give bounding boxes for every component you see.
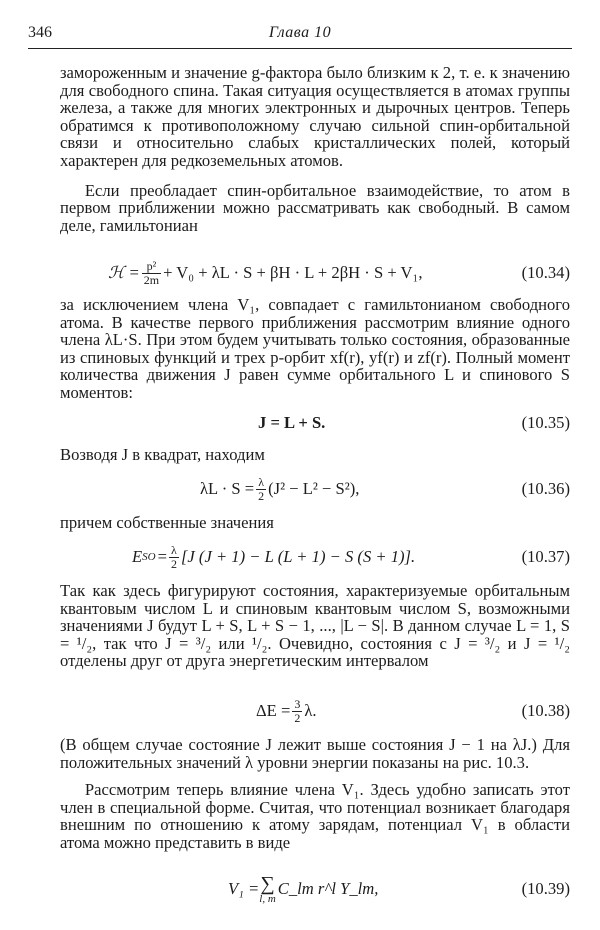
equation-10-35: [60, 406, 570, 440]
equation-10-34: [60, 256, 570, 290]
text-block-1: [60, 64, 570, 234]
paragraph-3: за исключением члена V₁, совпадает с гамильтонианом свободного атома. В качестве первого приближения рассмотрим влияние одного члена λL·S. При этом будем учитывать только состояния, образованные из спиновых функций и трех p-орбит xf(r), yf(r) и zf(r). Полный момент количества движения J равен сумме орбитального L и спинового S моментов:: [60, 295, 570, 402]
eq38-fraction: [292, 698, 302, 725]
equation-number: (10.34): [521, 263, 570, 282]
eq37-equals: =: [157, 547, 167, 566]
sum-sign: ∑: [260, 872, 275, 895]
equation-number: (10.39): [521, 879, 570, 898]
eq34-rhs: + V₀ + λL · S + βH · L + 2βH · S + V₁,: [163, 263, 423, 282]
eq38-lhs: ΔE =: [256, 701, 291, 720]
page-number: 346: [28, 24, 52, 41]
eq34-frac-den: 2m: [143, 272, 160, 287]
chapter-title: Глава 10: [268, 24, 332, 41]
text-block-6: [60, 736, 570, 852]
eq36-fraction: [256, 476, 266, 503]
text-block-5: [60, 582, 570, 670]
eq39-rhs: C_lm r^l Y_lm,: [277, 879, 379, 898]
eq38-frac-den: 2: [294, 710, 301, 725]
sum-index: l, m: [259, 892, 276, 905]
eq38-frac-num: 3: [294, 696, 301, 711]
eq37-frac-den: 2: [170, 556, 177, 571]
eq39-lhs: V₁ =: [228, 879, 260, 898]
equation-number: (10.38): [521, 701, 570, 720]
equation-10-36: [60, 472, 570, 506]
text-block-2: [60, 296, 570, 402]
eq36-frac-num: λ: [256, 476, 266, 490]
paragraph-5: причем собственные значения: [60, 513, 274, 532]
paragraph-7: (В общем случае состояние J лежит выше состояния J − 1 на λJ.) Для положительных значений λ уровни энергии показаны на рис. 10.3.: [60, 735, 570, 772]
eq35-expr: J = L + S.: [258, 413, 326, 432]
equation-10-36-formula: [200, 472, 359, 506]
paragraph-4: Возводя J в квадрат, находим: [60, 445, 265, 464]
equation-10-35-formula: [258, 406, 325, 440]
equation-10-39-formula: [228, 872, 378, 906]
paragraph-8: Рассмотрим теперь влияние члена V₁. Здесь удобно записать этот член в специальной форме. Считая, что потенциал возникает благодаря внешним по отношению к атому зарядам, потенциал V₁ в области атома можно представить в виде: [60, 780, 570, 852]
eq36-frac-den: 2: [258, 488, 265, 503]
equation-number: (10.36): [521, 479, 570, 498]
paragraph-2: Если преобладает спин-орбитальное взаимодействие, то атом в первом приближении можно рассматривать как свободный. В самом деле, гамильтониан: [60, 180, 570, 235]
eq37-frac-num: λ: [169, 544, 179, 558]
eq37-rhs: [J (J + 1) − L (L + 1) − S (S + 1)].: [180, 547, 416, 566]
equation-number: (10.37): [521, 547, 570, 566]
equation-10-38: [60, 694, 570, 728]
eq37-lhs-sub: SO: [142, 551, 156, 563]
paragraph-1: замороженным и значение g-фактора было близким к 2, т. е. к значению для свободного спина. Такая ситуация осуществляется в атомах группы железа, а также для многих электронных и дырочных центров. Теперь обратимся к противоположному случаю сильной спин-орбитальной связи и относительно слабых кристаллических полей, который характерен для редкоземельных атомов.: [60, 63, 570, 170]
eq38-rhs: λ.: [304, 701, 317, 720]
text-block-3: [60, 446, 570, 464]
equation-10-38-formula: [256, 694, 317, 728]
equation-10-37: [60, 540, 570, 574]
eq37-fraction: [169, 544, 179, 571]
eq34-fraction: [142, 260, 161, 287]
paragraph-6: Так как здесь фигурируют состояния, характеризуемые орбитальным квантовым числом L и спиновым квантовым числом S, возможными значениями J будут L + S, L + S − 1, ..., |L − S|. В данном случае L = 1, S = ¹/₂, так что J = ³/₂ или ¹/₂. Очевидно, состояния с J = ³/₂ и J = ¹/₂ отделены друг от друга энергетическим интервалом: [60, 581, 570, 671]
eq37-lhs: E: [132, 547, 143, 566]
eq36-rhs: (J² − L² − S²),: [268, 479, 360, 498]
equation-number: (10.35): [521, 413, 570, 432]
equation-10-39: [60, 872, 570, 906]
summation-symbol: [259, 874, 276, 905]
equation-10-34-formula: [108, 256, 422, 290]
eq34-lhs: ℋ =: [108, 263, 140, 282]
eq34-frac-num: p²: [142, 260, 161, 274]
running-header: [28, 22, 572, 49]
equation-10-37-formula: [132, 540, 415, 574]
text-block-4: [60, 514, 570, 532]
eq36-lhs: λL · S =: [200, 479, 255, 498]
